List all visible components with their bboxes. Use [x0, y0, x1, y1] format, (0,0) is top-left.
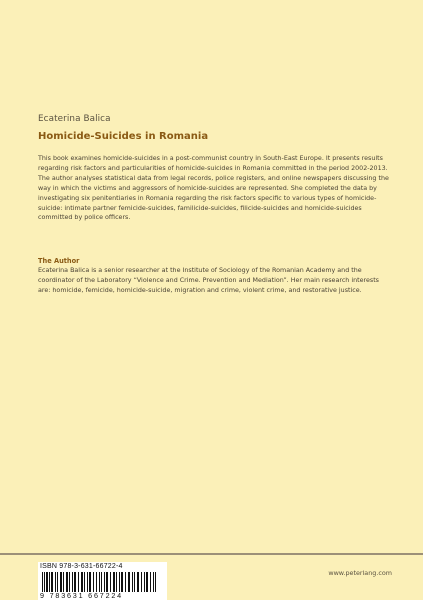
publisher-website: www.peterlang.com	[328, 569, 392, 577]
barcode-digits: 9 783631 667224	[38, 592, 167, 600]
book-title: Homicide-Suicides in Romania	[38, 131, 209, 142]
barcode-block	[38, 562, 167, 600]
footer-rule	[0, 553, 423, 555]
about-author-text: Ecaterina Balica is a senior researcher at the Institute of Sociology of the Romanian Academy and the coordinator of the Laboratory “Violence and Crime. Prevention and Mediation”. Her main research interests are: homicide, femicide, homicide-suicide, migration and crime, violent crime, and restorative justice.	[38, 267, 379, 294]
book-description	[38, 154, 390, 223]
isbn-label: ISBN 978-3-631-66722-4	[40, 563, 123, 570]
about-author-heading: The Author	[38, 257, 80, 265]
description-paragraph: The author analyses statistical data from legal records, police registers, and online newspapers discussing the way in which the victims and aggressors of homicide-suicides are represented. She completed the data by investigating six penitentiaries in Romania regarding the risk factors specific to various types of homicide-suicide: intimate partner femicide-suicides, familicide-suicides, filicide-suicides and homicide-suicides committed by police officers.	[38, 174, 389, 222]
description-paragraph: This book examines homicide-suicides in a post-communist country in South-East Europe. It presents results regarding risk factors and particularities of homicide-suicides in Romania committed in the period 2002-2013.	[38, 155, 388, 172]
author-name: Ecaterina Balica	[38, 114, 111, 124]
